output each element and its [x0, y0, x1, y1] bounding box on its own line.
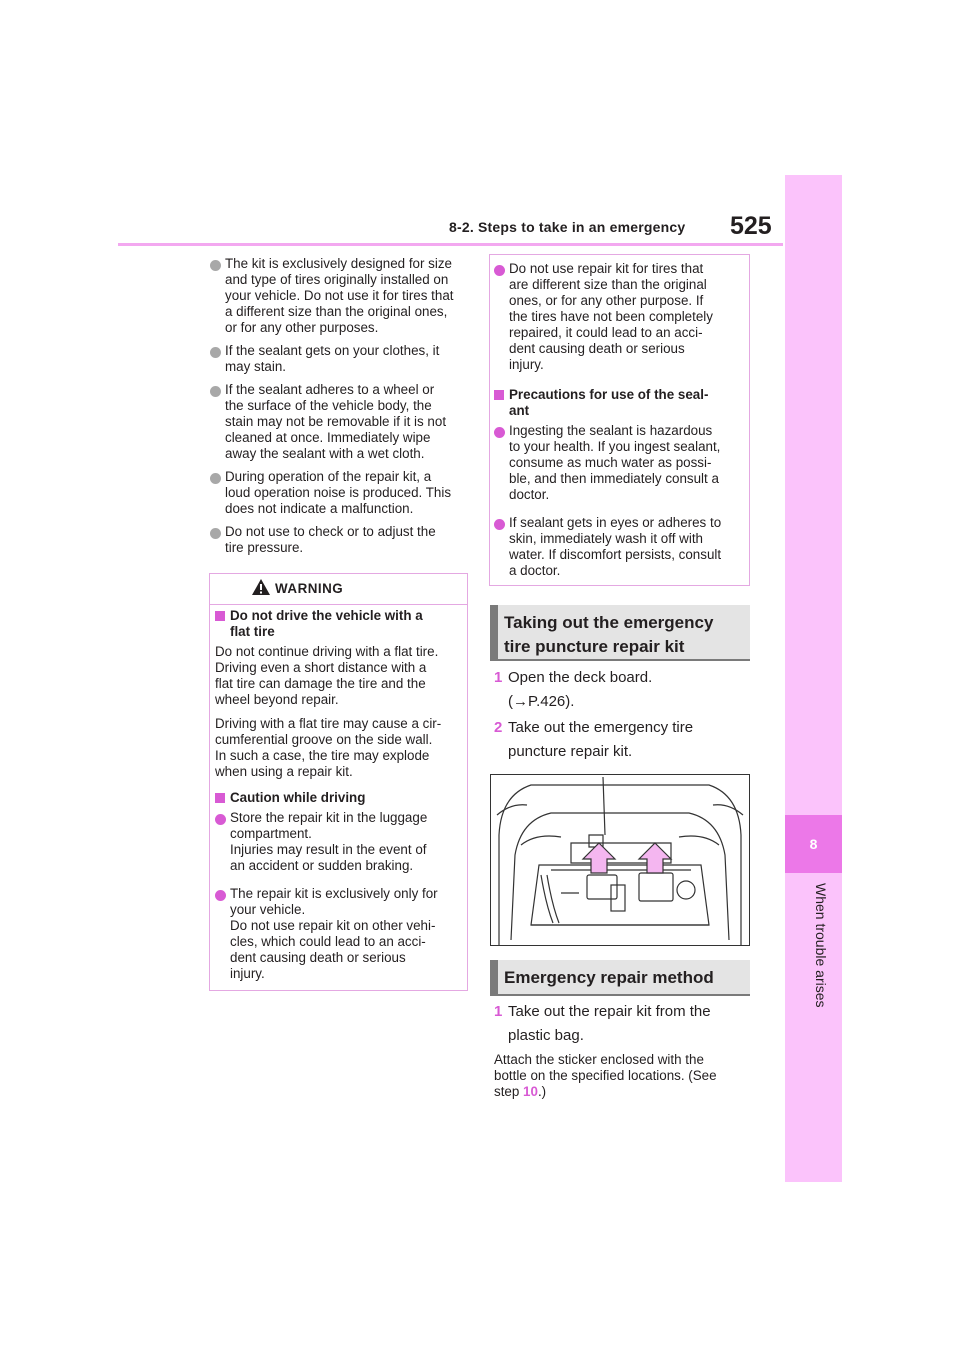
bullet-icon: [210, 473, 221, 484]
bullet-icon: [494, 265, 505, 276]
bullet-icon: [210, 386, 221, 397]
warning-triangle-icon: [251, 578, 271, 596]
step-item: 1 Take out the repair kit from the plastic bag.: [494, 1003, 711, 1044]
step-item: 1 Open the deck board. (→P.426).: [494, 669, 653, 710]
chapter-label: When trouble arises: [813, 883, 829, 1008]
chapter-number: 8: [809, 836, 818, 852]
note-paragraph: Attach the sticker enclosed with the bottle on the specified locations. (See step 10.): [494, 1052, 717, 1099]
bullet-icon: [215, 890, 226, 901]
header-rule: [118, 243, 783, 246]
step-item: 2 Take out the emergency tire puncture repair kit.: [494, 719, 694, 760]
warning-label: WARNING: [275, 581, 344, 596]
warning-paragraph: Driving with a flat tire may cause a cir- cumferential groove on the side wall. In such a case, the tire may explode when using a repair kit.: [215, 716, 442, 779]
bullet-icon: [494, 519, 505, 530]
square-bullet-icon: [215, 793, 225, 803]
bullet-icon: [210, 347, 221, 358]
section-title: 8-2. Steps to take in an emergency: [449, 219, 686, 235]
trunk-illustration: [490, 774, 750, 946]
chapter-side-tab: [785, 175, 842, 1182]
section-heading: Emergency repair method: [490, 960, 750, 996]
warning-paragraph: Do not continue driving with a flat tire. Driving even a short distance with a flat tire can damage the tire and the wheel beyond repair.: [215, 644, 439, 707]
bullet-icon: [210, 528, 221, 539]
trunk-drawing: [491, 775, 749, 945]
page-number: 525: [730, 212, 772, 240]
square-bullet-icon: [494, 390, 504, 400]
bullet-icon: [494, 427, 505, 438]
bullet-icon: [210, 260, 221, 271]
chapter-number-box[interactable]: [785, 815, 842, 873]
square-bullet-icon: [215, 611, 225, 621]
bullet-icon: [215, 814, 226, 825]
section-heading: Taking out the emergency tire puncture repair kit: [490, 605, 750, 661]
step-reference: 10: [523, 1084, 538, 1099]
